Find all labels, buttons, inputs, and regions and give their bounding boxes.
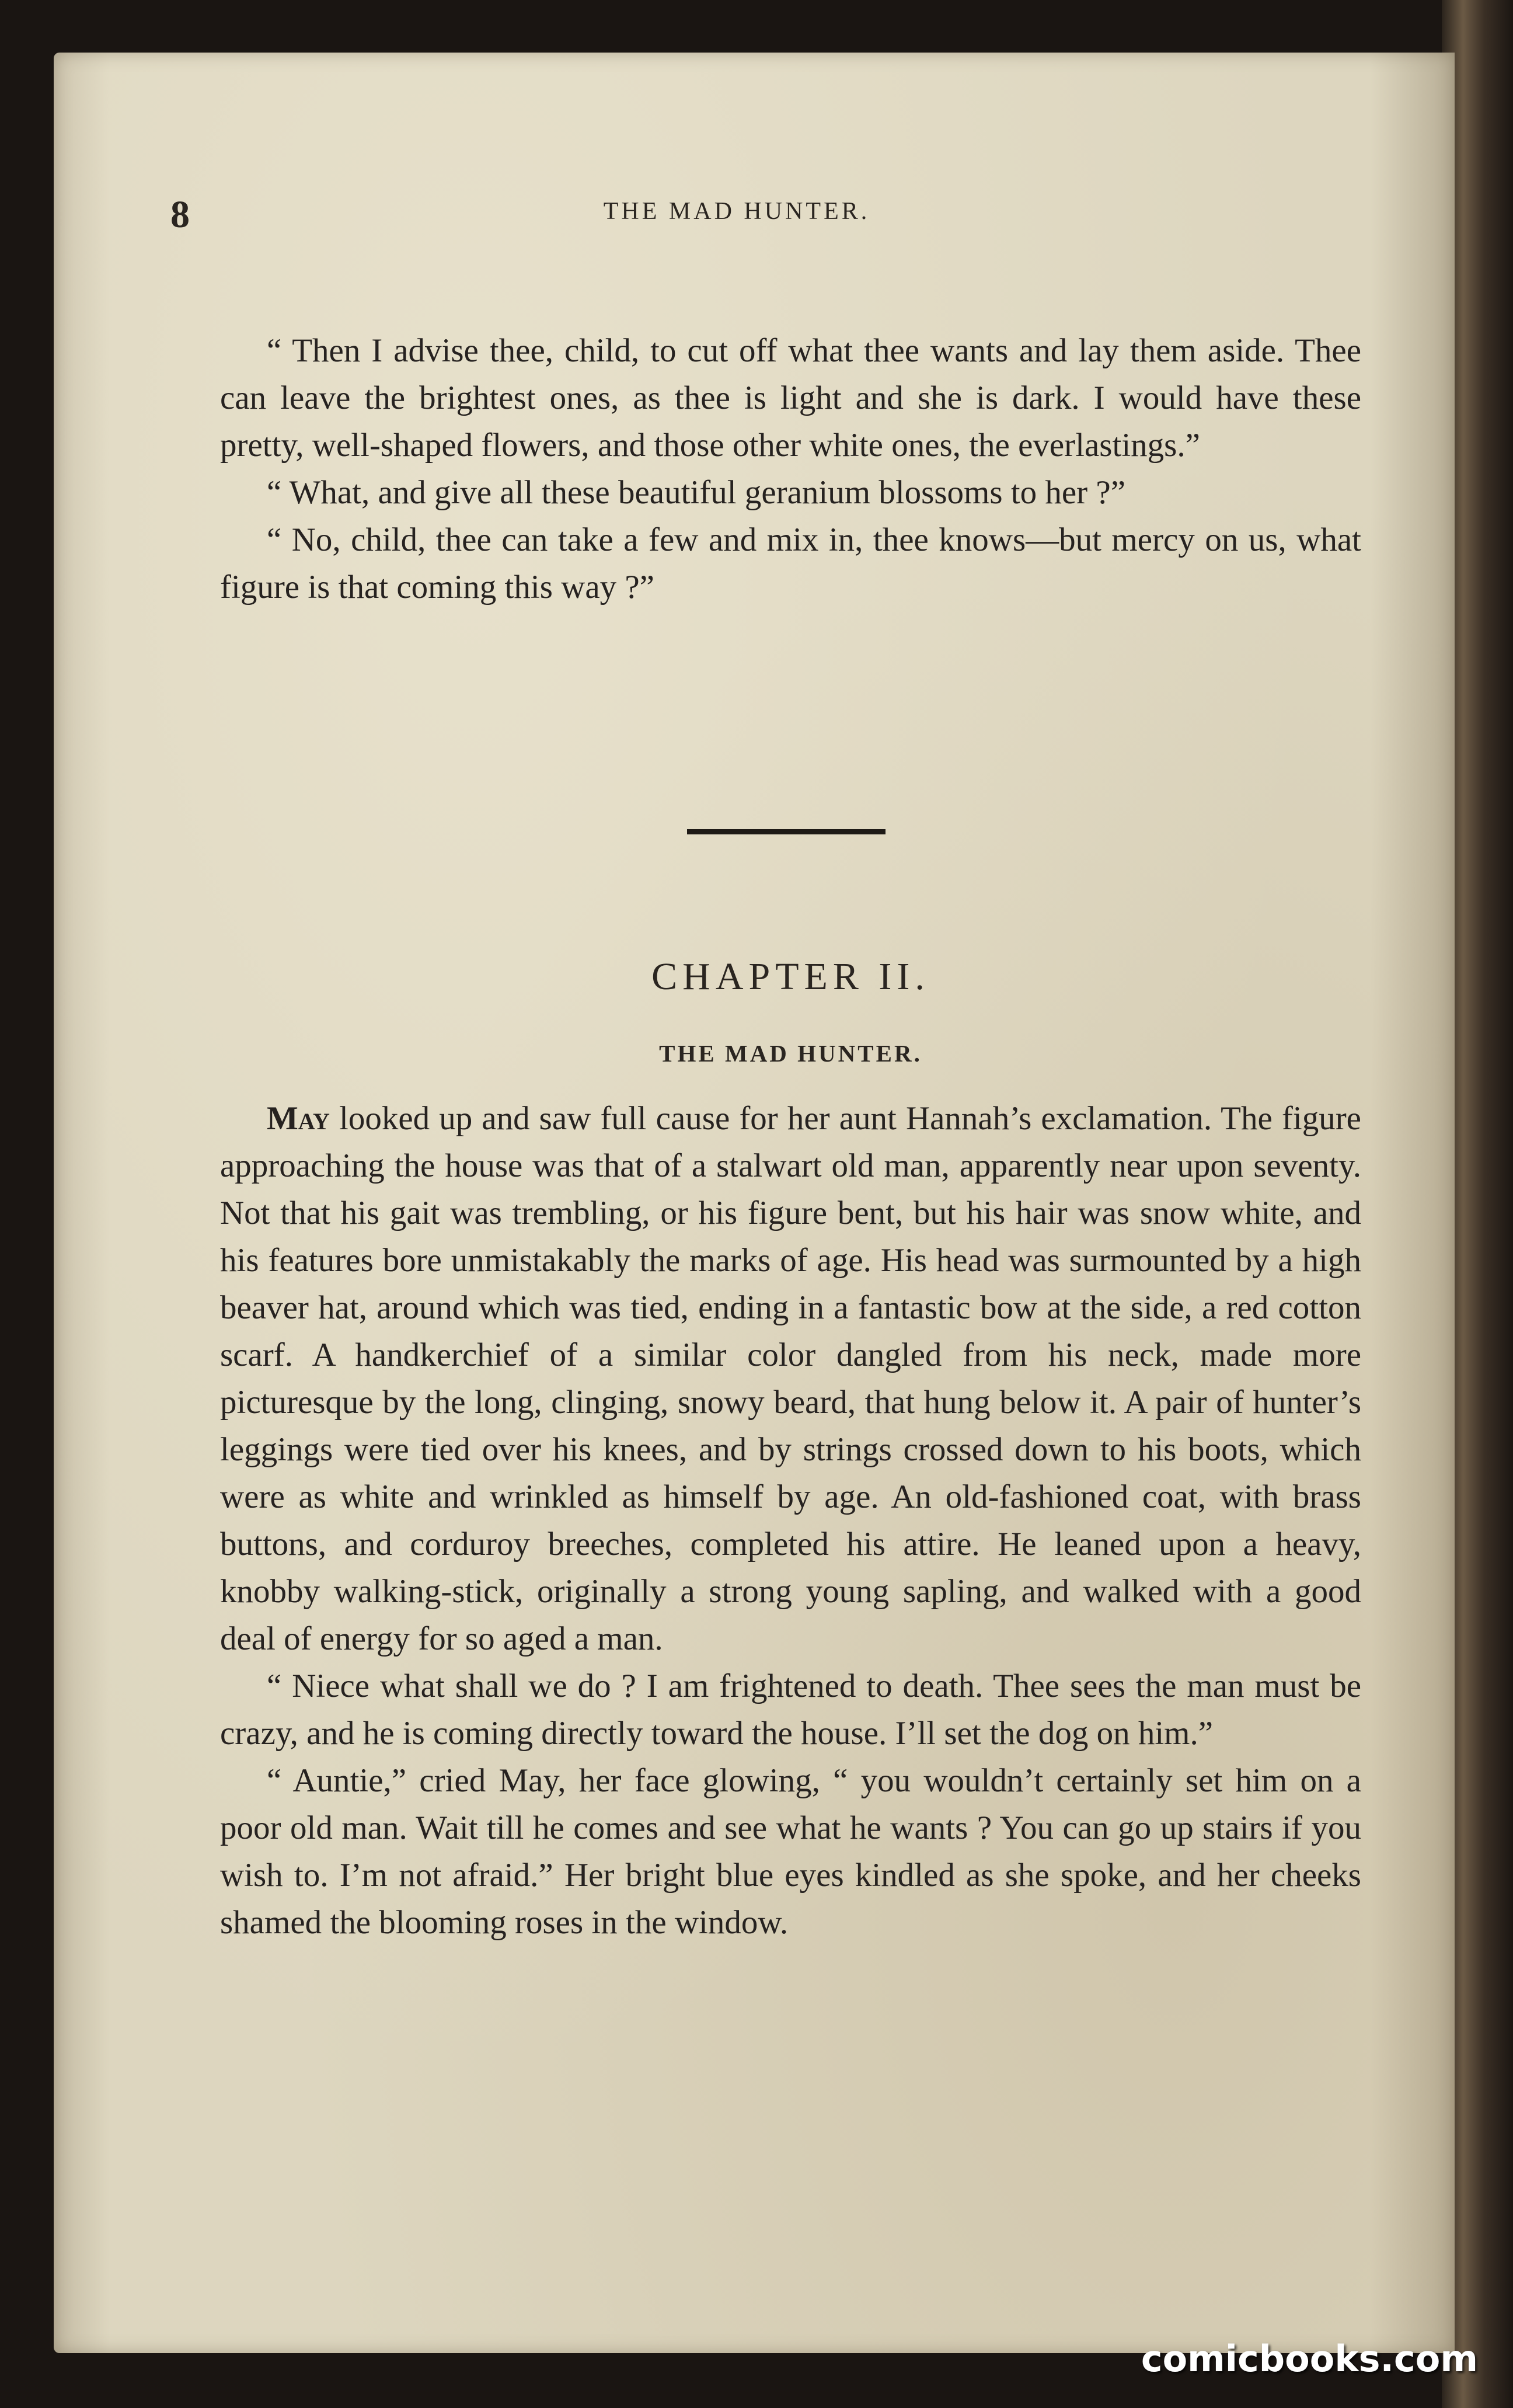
paragraph <box>220 1757 1361 1946</box>
watermark: comicbooks.com <box>1141 2337 1478 2380</box>
chapter-heading: CHAPTER II. <box>651 955 930 998</box>
paragraph-text: “ Niece what shall we do ? I am frightened to death. Thee sees the man must be crazy, and he is coming directly toward the house. I’ll set the dog on him.” <box>220 1668 1361 1752</box>
paragraph <box>220 1095 1361 1662</box>
section-divider <box>687 829 886 834</box>
paragraph-text: looked up and saw full cause for her aunt Hannah’s exclamation. The figure approaching the house was that of a stalwart old man, apparently near upon seventy. Not that his gait was trembling, or his figure bent, but his hair was snow white, and his features bore unmistakably the marks of age. His head was surmounted by a high beaver hat, around which was tied, ending in a fantastic bow at the side, a red cotton scarf. A handkerchief of a similar color dangled from his neck, made more picturesque by the long, clinging, snowy beard, that hung below it. A pair of hunter’s leggings were tied over his knees, and by strings crossed down to his boots, which were as white and wrinkled as himself by age. An old-fashioned coat, with brass buttons, and corduroy breeches, completed his attire. He leaned upon a heavy, knobby walking-stick, originally a strong young sapling, and walked with a good deal of energy for so aged a man. <box>220 1100 1361 1657</box>
paragraph-text: “ Auntie,” cried May, her face glowing, “ you wouldn’t certainly set him on a poor old man. Wait till he comes and see what he wants ? You can go up stairs if you wish to. I’m not afraid.” Her bright blue eyes kindled as she spoke, and her cheeks shamed the blooming roses in the window. <box>220 1762 1361 1941</box>
drop-lead-word: May <box>267 1100 330 1137</box>
paragraph <box>220 1662 1361 1757</box>
text-block-top <box>220 327 1361 611</box>
chapter-title: THE MAD HUNTER. <box>659 1040 922 1067</box>
running-title: THE MAD HUNTER. <box>603 198 870 225</box>
paragraph: “ What, and give all these beautiful geranium blossoms to her ?” <box>267 474 1126 511</box>
paragraph: “ Then I advise thee, child, to cut off what thee wants and lay them aside. Thee can leave the brightest ones, as thee is light and she is dark. I would have these pretty, well-shaped flowers, and those other white ones, the everlastings.” <box>220 332 1361 464</box>
page-number: 8 <box>170 193 190 236</box>
text-block-chapter <box>220 1095 1361 1946</box>
running-head <box>170 193 1303 251</box>
paragraph: “ No, child, thee can take a few and mix in, thee knows—but mercy on us, what figure is that coming this way ?” <box>220 521 1361 606</box>
book-page <box>54 53 1455 2353</box>
